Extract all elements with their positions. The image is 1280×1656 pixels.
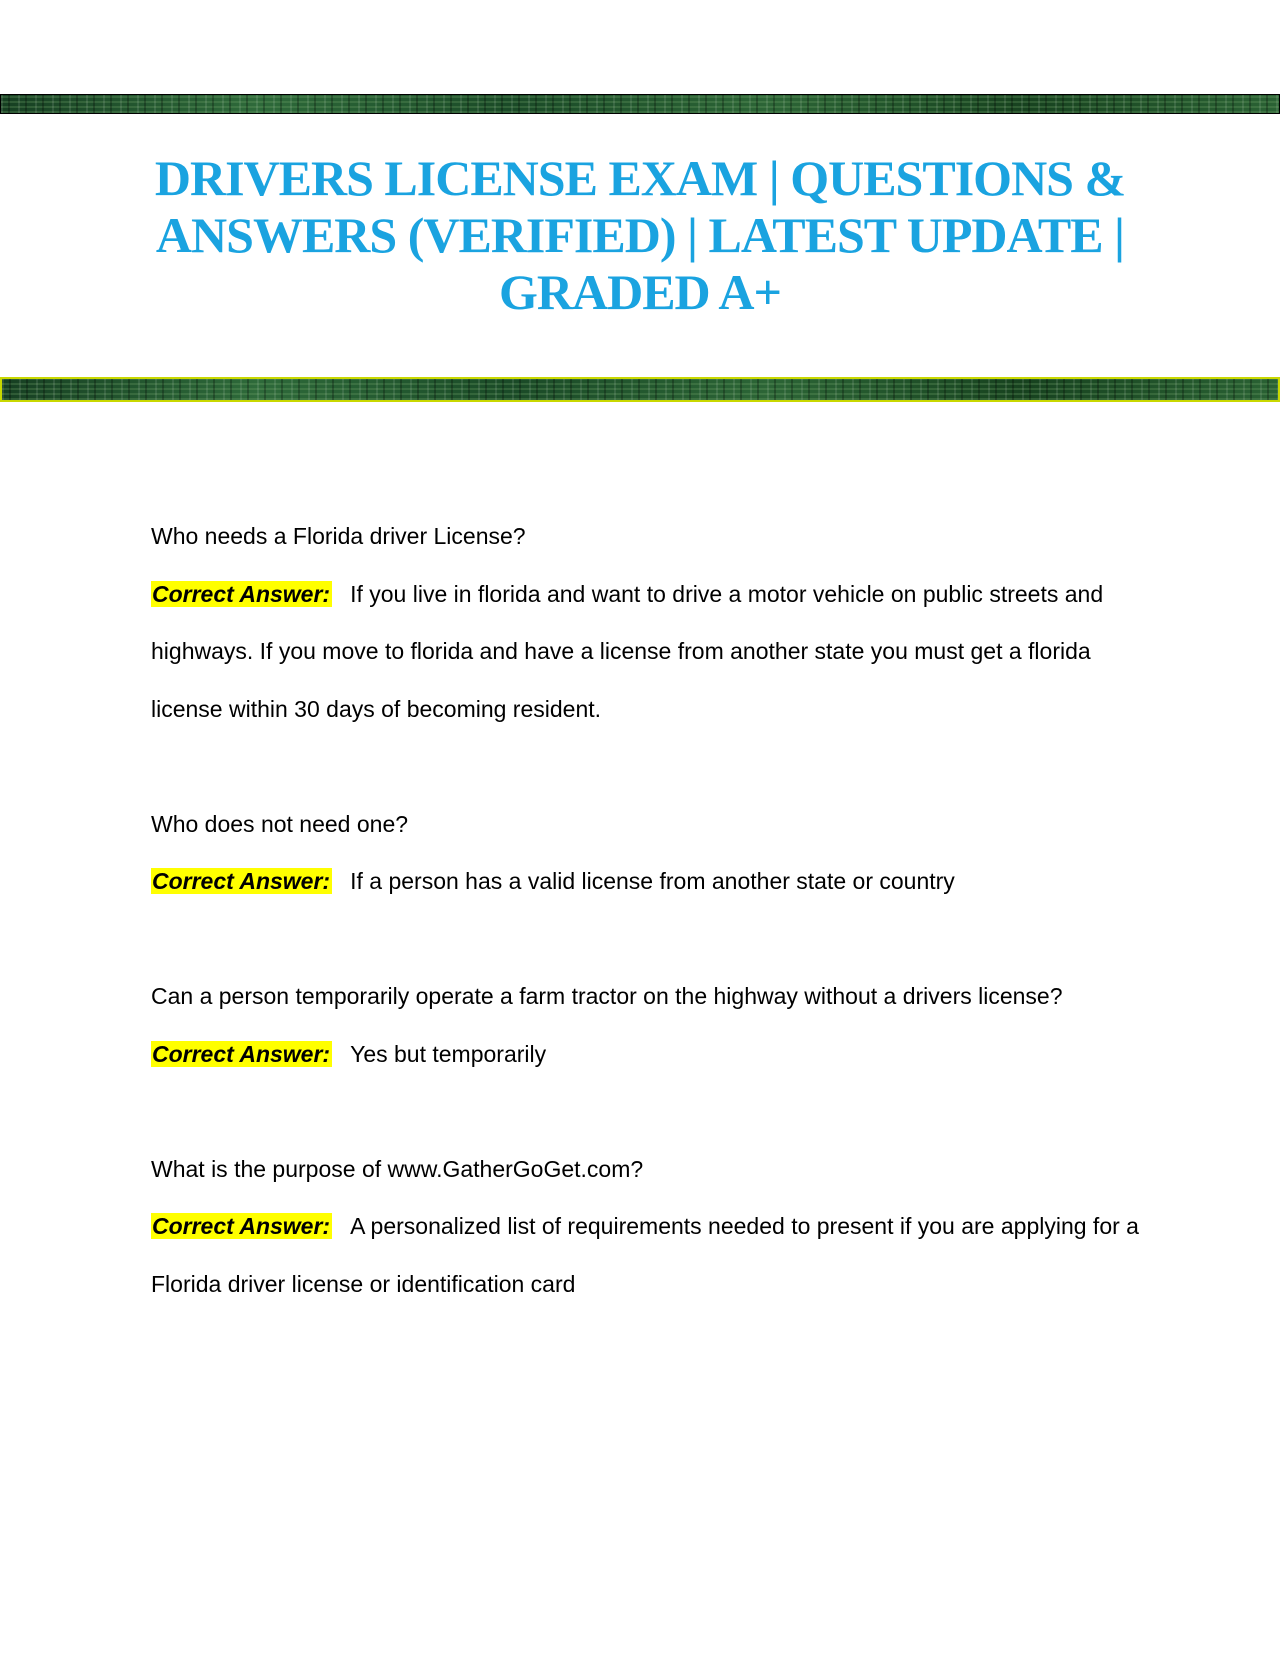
qa-item [151,508,1161,738]
question-text: Who needs a Florida driver License? [151,523,526,549]
qa-item [151,796,1161,911]
answer-text: If you live in florida and want to drive a motor vehicle on public streets and highways. If you move to florida and have a license from another state you must get a florida license within 30 days of becoming resident. [151,580,1104,722]
bottom-decorative-banner [0,377,1280,402]
answer-paragraph [151,1198,1161,1313]
correct-answer-label: Correct Answer: [152,868,331,894]
answer-paragraph [151,566,1161,739]
qa-list [151,508,1161,1371]
qa-item [151,1141,1161,1314]
answer-text: If a person has a valid license from another state or country [350,868,955,894]
question-text: Who does not need one? [151,810,409,837]
answer-paragraph [151,1026,1161,1084]
top-decorative-banner [0,94,1280,114]
answer-paragraph [151,853,1161,911]
question-text: What is the purpose of www.GatherGoGet.com? [151,1155,644,1182]
answer-text: A personalized list of requirements needed to present if you are applying for a Florida driver license or identification card [151,1213,1139,1297]
document-title: DRIVERS LICENSE EXAM | QUESTIONS & ANSWERS (VERIFIED) | LATEST UPDATE | GRADED A+ [154,150,1126,320]
correct-answer-label: Correct Answer: [152,1213,331,1239]
qa-item [151,968,1161,1083]
question-text: Can a person temporarily operate a farm tractor on the highway without a drivers license? [151,983,1063,1009]
correct-answer-label: Correct Answer: [152,1040,331,1067]
answer-text: Yes but temporarily [350,1040,547,1067]
correct-answer-label: Correct Answer: [152,580,331,607]
